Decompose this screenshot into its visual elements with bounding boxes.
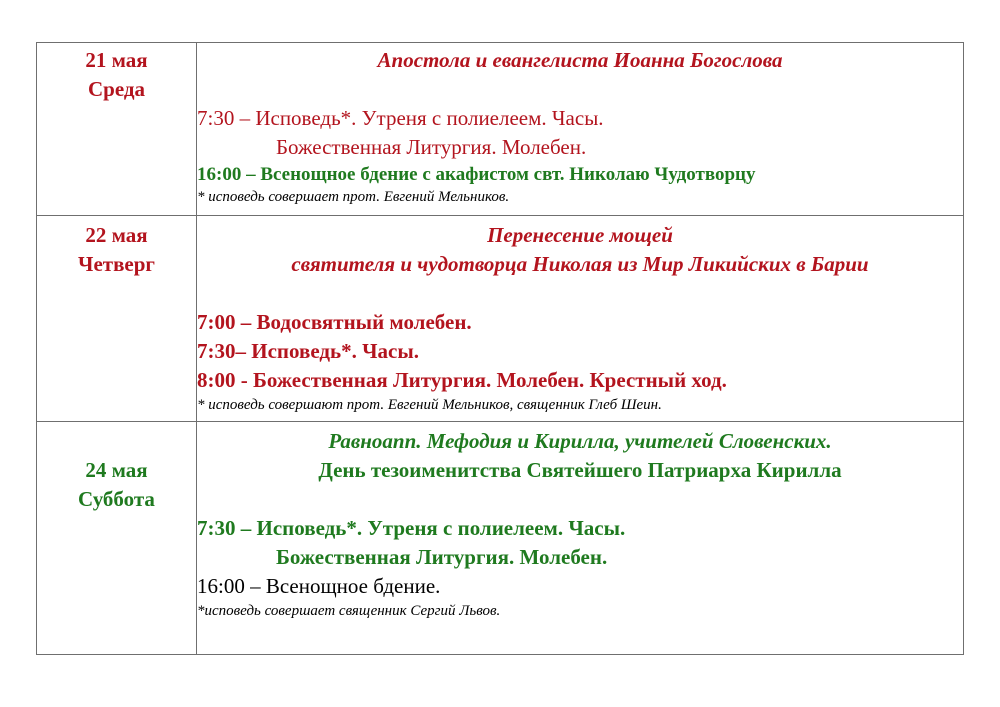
service-line: Божественная Литургия. Молебен. bbox=[276, 545, 608, 569]
service-line: 7:30– Исповедь*. Часы. bbox=[197, 339, 419, 363]
service-cell bbox=[197, 422, 964, 655]
weekday-label: Суббота bbox=[78, 487, 155, 511]
date-cell bbox=[37, 422, 197, 655]
feast-title: святителя и чудотворца Николая из Мир Ликийских в Барии bbox=[291, 252, 869, 276]
service-line: 8:00 - Божественная Литургия. Молебен. Крестный ход. bbox=[197, 368, 727, 392]
service-line: 7:00 – Водосвятный молебен. bbox=[197, 310, 472, 334]
patriarch-name-day: День тезоименитства Святейшего Патриарха Кирилла bbox=[318, 458, 842, 482]
table-row bbox=[37, 422, 964, 655]
confession-note: * исповедь совершают прот. Евгений Мельников, священник Глеб Шеин. bbox=[197, 397, 662, 413]
confession-note: * исповедь совершает прот. Евгений Мельников. bbox=[197, 189, 510, 205]
service-line: Божественная Литургия. Молебен. bbox=[276, 135, 587, 159]
service-cell bbox=[197, 43, 964, 216]
feast-title: Апостола и евангелиста Иоанна Богослова bbox=[377, 48, 783, 72]
service-line: 7:30 – Исповедь*. Утреня с полиелеем. Часы. bbox=[197, 106, 604, 130]
weekday-label: Среда bbox=[87, 77, 145, 101]
table-row bbox=[37, 216, 964, 422]
feast-title: Равноапп. Мефодия и Кирилла, учителей Словенских. bbox=[328, 429, 832, 453]
service-cell bbox=[197, 216, 964, 422]
date-label: 24 мая bbox=[85, 458, 148, 482]
confession-note: *исповедь совершает священник Сергий Львов. bbox=[197, 603, 501, 619]
date-label: 21 мая bbox=[85, 48, 148, 72]
feast-title: Перенесение мощей bbox=[487, 223, 673, 247]
service-line: 16:00 – Всенощное бдение с акафистом свт. Николаю Чудотворцу bbox=[197, 164, 756, 185]
table-row bbox=[37, 43, 964, 216]
date-label: 22 мая bbox=[85, 223, 148, 247]
service-line: 7:30 – Исповедь*. Утреня с полиелеем. Часы. bbox=[197, 516, 626, 540]
schedule-table bbox=[36, 42, 964, 655]
date-cell bbox=[37, 43, 197, 216]
date-cell bbox=[37, 216, 197, 422]
service-line: 16:00 – Всенощное бдение. bbox=[197, 574, 441, 598]
weekday-label: Четверг bbox=[78, 252, 155, 276]
